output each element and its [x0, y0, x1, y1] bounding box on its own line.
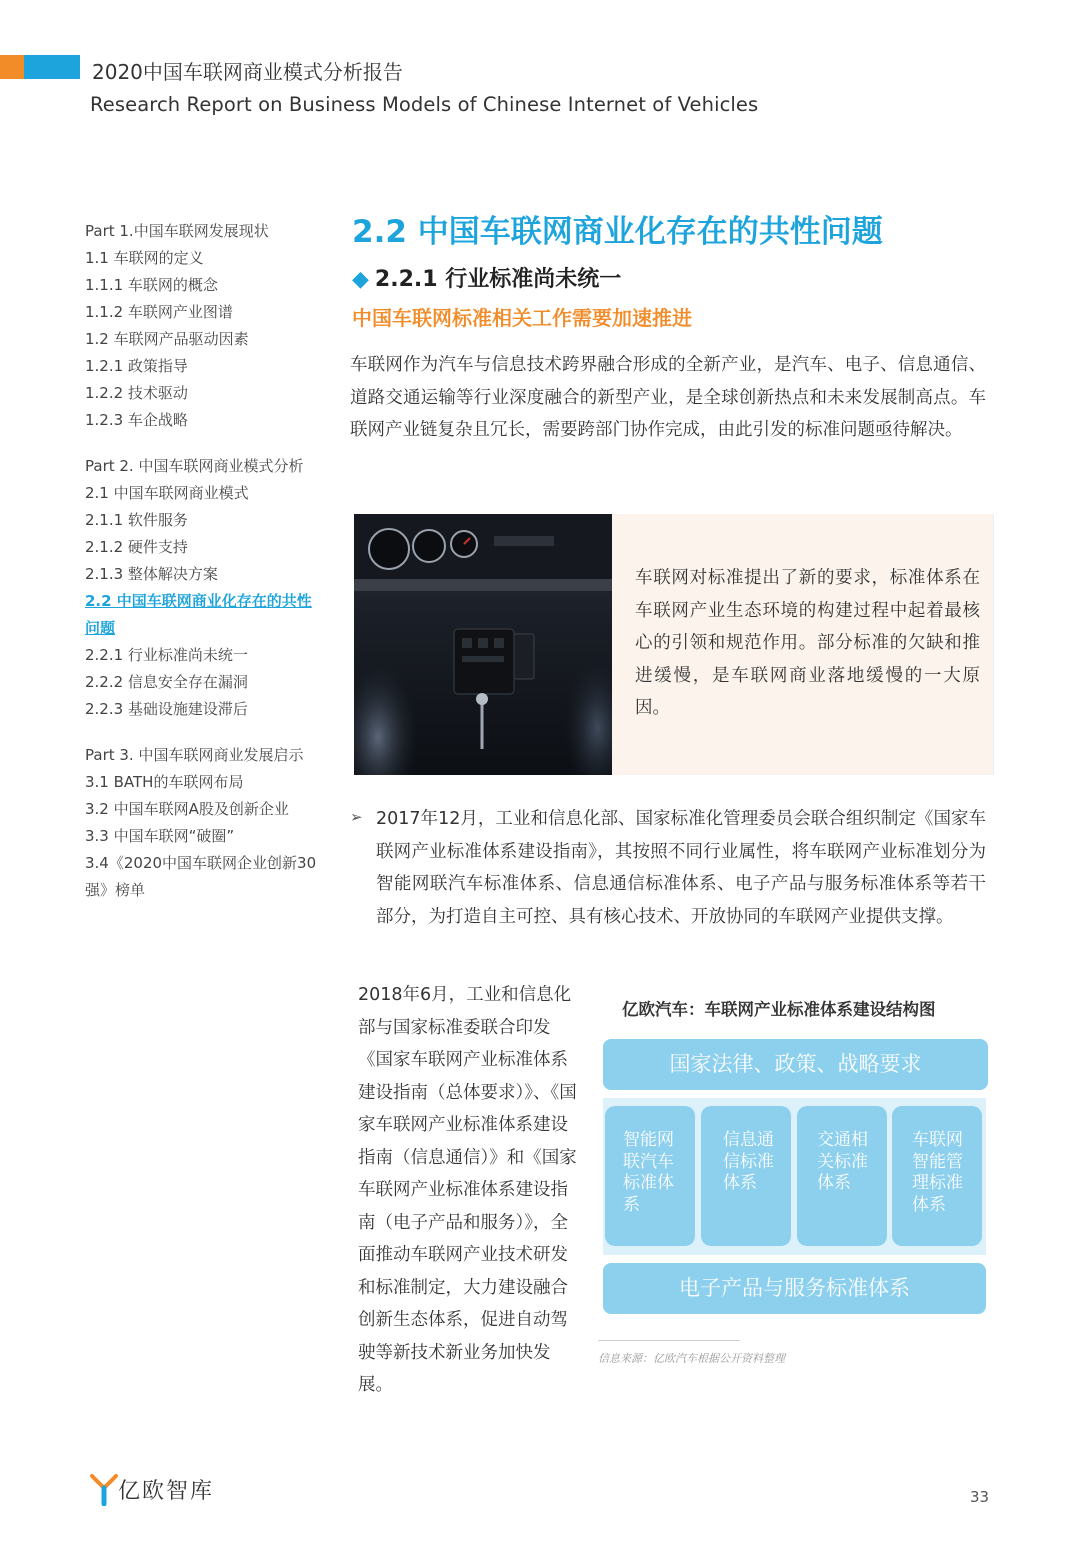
table-of-contents [85, 218, 330, 923]
diagram-column-box: 智能网联汽车标准体系 [605, 1106, 695, 1246]
toc-item[interactable]: Part 2. 中国车联网商业模式分析 [85, 457, 304, 475]
diagram-source: 信息来源：亿欧汽车根据公开资料整理 [598, 1352, 785, 1365]
toc-item[interactable]: 3.4《2020中国车联网企业创新30强》榜单 [85, 854, 317, 899]
diagram-column-box: 信息通信标准体系 [701, 1106, 791, 1246]
diagram-bottom-box: 电子产品与服务标准体系 [603, 1263, 986, 1314]
brand-logo [90, 1472, 220, 1506]
toc-item[interactable]: Part 3. 中国车联网商业发展启示 [85, 746, 304, 764]
car-dashboard-photo [354, 514, 612, 775]
toc-item[interactable]: 1.2.1 政策指导 [85, 357, 188, 375]
toc-item[interactable]: 3.1 BATH的车联网布局 [85, 773, 244, 791]
diagram-column-box: 交通相关标准体系 [797, 1106, 887, 1246]
toc-part-3 [85, 742, 330, 904]
toc-item[interactable]: Part 1.中国车联网发展现状 [85, 222, 269, 240]
header-accent-orange [0, 55, 24, 79]
logo-mark-icon [90, 1472, 118, 1506]
toc-item[interactable]: 2.2.2 信息安全存在漏洞 [85, 673, 248, 691]
section-title: 2.2 中国车联网商业化存在的共性问题 [352, 214, 883, 250]
report-title: 2020中国车联网商业模式分析报告 [92, 60, 403, 84]
toc-item-active[interactable]: 2.2 中国车联网商业化存在的共性问题 [85, 592, 312, 637]
intro-paragraph: 车联网作为汽车与信息技术跨界融合形成的全新产业，是汽车、电子、信息通信、道路交通运输等行业深度融合的新型产业，是全球创新热点和未来发展制高点。车联网产业链复杂且冗长，需要跨部门协作完成，由此引发的标准问题亟待解决。 [350, 355, 986, 440]
diagram-title: 亿欧汽车：车联网产业标准体系建设结构图 [622, 1000, 936, 1019]
bullet-text: 2017年12月，工业和信息化部、国家标准化管理委员会联合组织制定《国家车联网产业标准体系建设指南》，其按照不同行业属性，将车联网产业标准划分为智能网联汽车标准体系、信息通信标准体系、电子产品与服务标准体系等若干部分，为打造自主可控、具有核心技术、开放协同的车联网产业提供支撑。 [376, 809, 986, 927]
toc-item[interactable]: 2.2.1 行业标准尚未统一 [85, 646, 248, 664]
diagram-top-box: 国家法律、政策、战略要求 [603, 1039, 988, 1090]
source-divider [598, 1340, 740, 1341]
toc-part-2 [85, 453, 330, 723]
feature-block [354, 514, 994, 775]
toc-item[interactable]: 2.1 中国车联网商业模式 [85, 484, 249, 502]
toc-item[interactable]: 2.2.3 基础设施建设滞后 [85, 700, 248, 718]
toc-part-1 [85, 218, 330, 434]
toc-item[interactable]: 2.1.1 软件服务 [85, 511, 188, 529]
subsection-title: 2.2.1 行业标准尚未统一 [374, 267, 622, 292]
highlight-heading: 中国车联网标准相关工作需要加速推进 [352, 306, 692, 330]
toc-item[interactable]: 1.2 车联网产品驱动因素 [85, 330, 249, 348]
diagram-column-box: 车联网智能管理标准体系 [892, 1106, 982, 1246]
toc-item[interactable]: 2.1.2 硬件支持 [85, 538, 188, 556]
toc-item[interactable]: 1.1.1 车联网的概念 [85, 276, 218, 294]
toc-item[interactable]: 1.2.3 车企战略 [85, 411, 188, 429]
toc-item[interactable]: 3.3 中国车联网“破圈” [85, 827, 235, 845]
toc-item[interactable]: 3.2 中国车联网A股及创新企业 [85, 800, 289, 818]
bullet-paragraph [350, 803, 986, 933]
report-subtitle: Research Report on Business Models of Chinese Internet of Vehicles [90, 93, 759, 116]
quote-text: 车联网对标准提出了新的要求，标准体系在车联网产业生态环境的构建过程中起着最核心的引领和规范作用。部分标准的欠缺和推进缓慢，是车联网商业落地缓慢的一大原因。 [635, 568, 980, 718]
subsection-heading [352, 262, 621, 293]
toc-item[interactable]: 1.1.2 车联网产业图谱 [85, 303, 233, 321]
arrow-bullet-icon: ➢ [350, 808, 363, 826]
standards-structure-diagram [603, 1039, 988, 1315]
toc-item[interactable]: 1.2.2 技术驱动 [85, 384, 188, 402]
header-accent-blue [24, 55, 80, 79]
toc-item[interactable]: 2.1.3 整体解决方案 [85, 565, 218, 583]
diamond-icon: ◆ [352, 267, 369, 292]
page-number: 33 [970, 1488, 990, 1506]
logo-text: 亿欧智库 [118, 1479, 215, 1504]
toc-item[interactable]: 1.1 车联网的定义 [85, 249, 204, 267]
policy-paragraph: 2018年6月，工业和信息化部与国家标准委联合印发《国家车联网产业标准体系建设指南（总体要求）》、《国家车联网产业标准体系建设指南（信息通信）》和《国家车联网产业标准体系建设指南（电子产品和服务）》，全面推动车联网产业技术研发和标准制定，大力建设融合创新生态体系，促进自动驾驶等新技术新业务加快发展。 [358, 985, 577, 1395]
